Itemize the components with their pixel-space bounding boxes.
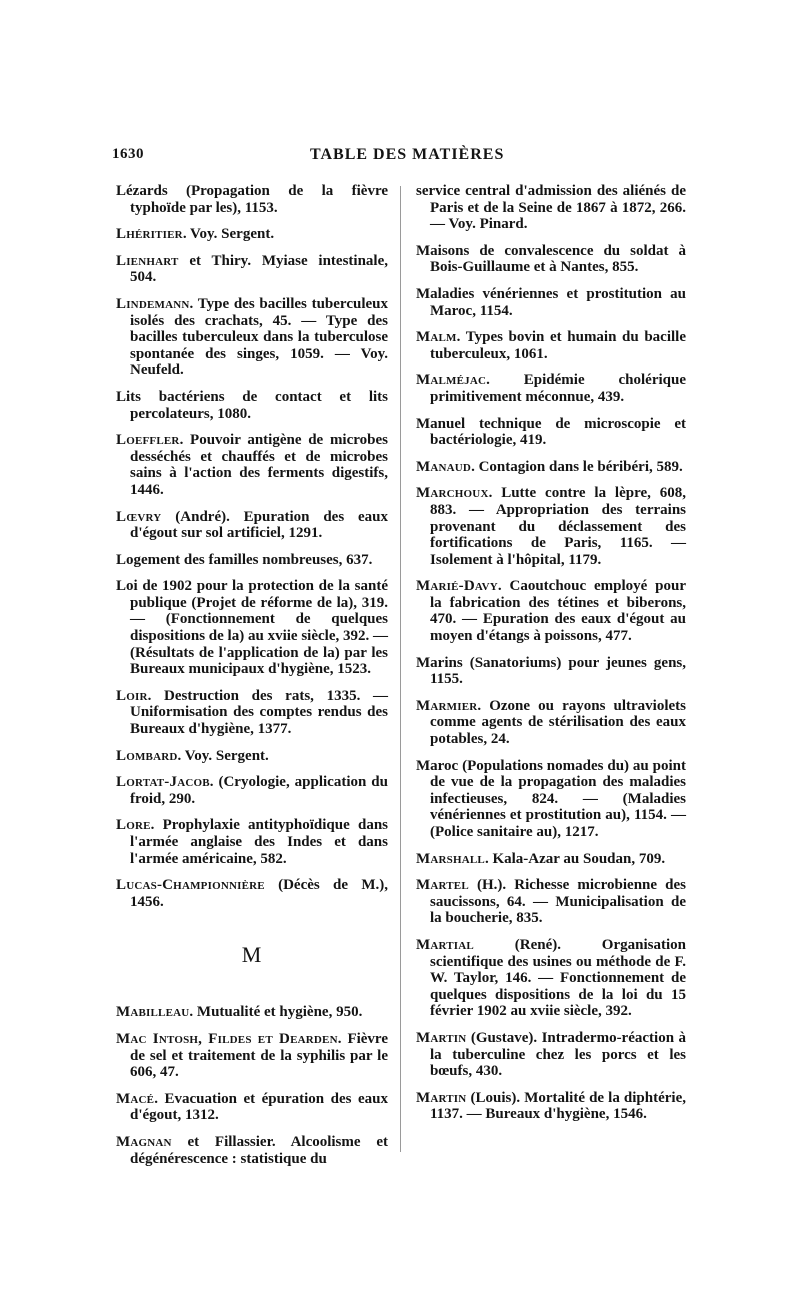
entry-text: . Kala-Azar au Soudan, 709. xyxy=(484,850,666,867)
entry-author-name: Lindemann xyxy=(116,295,190,312)
entry-author-name: Marchoux xyxy=(416,485,489,502)
index-entry xyxy=(116,817,388,867)
entry-text: et Fillassier. Alcoolisme et dégénérescence : statistique du xyxy=(130,1133,388,1167)
index-entry xyxy=(116,1091,388,1124)
index-entry xyxy=(416,416,686,449)
entry-author-name: Manaud xyxy=(416,458,472,475)
index-entry xyxy=(416,243,686,276)
index-entry xyxy=(116,296,388,379)
entry-text: . (Cryologie, application du froid, 290. xyxy=(130,774,388,807)
entry-author-name: Macé xyxy=(116,1090,155,1107)
index-entry xyxy=(116,253,388,286)
entry-text: . Fièvre de sel et traitement de la syphilis par le 606, 47. xyxy=(130,1030,388,1081)
entry-text: Maladies vénériennes et prostitution au Maroc, 1154. xyxy=(416,285,686,319)
index-entry xyxy=(116,688,388,738)
entry-text: (Gustave). Intradermo-réaction à la tuberculine chez les porcs et les bœufs, 430. xyxy=(430,1029,686,1080)
index-entry xyxy=(116,183,388,216)
index-entry xyxy=(116,748,388,765)
index-entry xyxy=(116,1031,388,1081)
page-header xyxy=(112,146,692,170)
index-entry xyxy=(116,774,388,807)
entry-author-name: Loir xyxy=(116,687,148,704)
entry-text: et Thiry. Myiase intestinale, 504. xyxy=(130,252,388,286)
entry-text: . Voy. Sergent. xyxy=(182,226,275,243)
entry-text: . Contagion dans le béribéri, 589. xyxy=(471,458,683,475)
entry-text: Maroc (Populations nomades du) au point de vue de la propagation des maladies infectieuses, 824. — (Maladies vénériennes et prostitution au), 1154. — (Police sanitaire au), 1217. xyxy=(416,757,686,840)
entry-text: Maisons de convalescence du soldat à Bois-Guillaume et à Nantes, 855. xyxy=(416,242,686,276)
entry-text: (Louis). Mortalité de la diphtérie, 1137. — Bureaux d'hygiène, 1546. xyxy=(430,1089,686,1123)
entry-text: (Décès de M.), 1456. xyxy=(130,877,388,910)
entry-text: . Types bovin et humain du bacille tuberculeux, 1061. xyxy=(430,329,686,362)
entry-text: . Pouvoir antigène de microbes desséchés et chauffés et de microbes sains à l'action des ferments digestifs, 1446. xyxy=(130,432,388,498)
entry-author-name: Lore xyxy=(116,817,151,834)
index-entry xyxy=(116,578,388,678)
entry-text: Lits bactériens de contact et lits percolateurs, 1080. xyxy=(116,388,388,422)
entry-author-name: Lortat-Jacob xyxy=(116,774,210,791)
index-entry xyxy=(116,877,388,910)
index-entry xyxy=(416,459,686,476)
index-entry xyxy=(116,389,388,422)
entry-text: . Destruction des rats, 1335. — Uniformisation des comptes rendus des Bureaux d'hygiène, 1377. xyxy=(130,687,388,738)
entry-author-name: Lombard xyxy=(116,747,178,764)
entry-text: Manuel technique de microscopie et bactériologie, 419. xyxy=(416,415,686,449)
left-entries-after-letter xyxy=(116,1004,388,1167)
index-entry xyxy=(116,1004,388,1021)
index-entry xyxy=(416,372,686,405)
index-entry xyxy=(116,1134,388,1167)
index-entry xyxy=(116,226,388,243)
left-column xyxy=(116,183,388,1177)
entry-author-name: Marmier xyxy=(416,697,478,714)
entry-author-name: Malméjac xyxy=(416,372,487,389)
entry-text: Logement des familles nombreuses, 637. xyxy=(116,551,373,568)
entry-author-name: Martel xyxy=(416,877,469,894)
entry-author-name: Lienhart xyxy=(116,252,179,269)
index-entry xyxy=(416,698,686,748)
entry-author-name: Marshall xyxy=(416,850,485,867)
index-entry xyxy=(416,183,686,233)
entry-text: (René). Organisation scientifique des usines ou méthode de F. W. Taylor, 146. — Fonctionnement de quelques dispositions de la loi du 15 février 1902 au xviie siècle, 392. xyxy=(430,936,686,1020)
entry-text: . Epidémie cholérique primitivement méconnue, 439. xyxy=(430,372,686,405)
entry-text: Lézards (Propagation de la fièvre typhoïde par les), 1153. xyxy=(116,183,388,216)
index-entry xyxy=(116,509,388,542)
entry-text: . Prophylaxie antityphoïdique dans l'armée anglaise des Indes et dans l'armée américaine, 582. xyxy=(130,817,388,867)
entry-author-name: Mac Intosh, Fildes et Dearden xyxy=(116,1030,338,1047)
running-title: TABLE DES MATIÈRES xyxy=(310,146,505,163)
entry-text: (André). Epuration des eaux d'égout sur sol artificiel, 1291. xyxy=(130,508,388,542)
index-entry xyxy=(416,329,686,362)
entry-text: . Caoutchouc employé pour la fabrication des tétines et biberons, 470. — Epuration des eaux d'égout au moyen d'étangs à poissons, 477. xyxy=(430,578,686,645)
right-column xyxy=(416,183,686,1133)
left-entries-before-letter xyxy=(116,183,388,910)
entry-text: . Ozone ou rayons ultraviolets comme agents de stérilisation des eaux potables, 24. xyxy=(430,697,686,748)
entry-author-name: Martial xyxy=(416,936,474,953)
entry-text: service central d'admission des aliénés de Paris et de la Seine de 1867 à 1872, 266. — Voy. Pinard. xyxy=(416,183,686,233)
entry-author-name: Martin xyxy=(416,1089,467,1106)
index-entry xyxy=(416,286,686,319)
entry-text: . Lutte contre la lèpre, 608, 883. — Appropriation des terrains provenant du déclassement des fortifications de Paris, 1165. — Isolement à l'hôpital, 1179. xyxy=(430,485,686,568)
entry-text: Loi de 1902 pour la protection de la santé publique (Projet de réforme de la), 319. — (Fonctionnement de quelques dispositions de la) au xviie siècle, 392. — (Résultats de l'application de la) par les Bureaux municipaux d'hygiène, 1523. xyxy=(116,578,388,678)
entry-text: . Voy. Sergent. xyxy=(177,747,269,764)
index-entry xyxy=(416,485,686,568)
entry-text: . Evacuation et épuration des eaux d'égout, 1312. xyxy=(130,1090,388,1124)
index-entry xyxy=(416,578,686,644)
section-letter: M xyxy=(241,942,263,968)
entry-text: (H.). Richesse microbienne des saucissons, 64. — Municipalisation de la boucherie, 835. xyxy=(430,877,686,927)
index-entry xyxy=(416,1090,686,1123)
index-entry xyxy=(416,758,686,841)
entry-author-name: Magnan xyxy=(116,1133,172,1150)
entry-author-name: Marié-Davy xyxy=(416,578,498,595)
entry-text: Marins (Sanatoriums) pour jeunes gens, 1155. xyxy=(416,654,686,688)
entry-author-name: Lœvry xyxy=(116,508,162,525)
right-entries xyxy=(416,183,686,1123)
entry-author-name: Lhéritier xyxy=(116,226,183,243)
index-entry xyxy=(416,1030,686,1080)
entry-author-name: Mabilleau xyxy=(116,1004,190,1021)
index-entry xyxy=(416,877,686,927)
entry-text: . Type des bacilles tuberculeux isolés des crachats, 45. — Type des bacilles tuberculeux dans la tuberculose spontanée des singes, 1059. — Voy. Neufeld. xyxy=(130,295,388,379)
index-entry xyxy=(116,552,388,569)
index-entry xyxy=(416,937,686,1020)
index-entry xyxy=(116,432,388,498)
entry-text: . Mutualité et hygiène, 950. xyxy=(189,1004,363,1021)
index-entry xyxy=(416,655,686,688)
index-entry xyxy=(416,851,686,868)
entry-author-name: Lucas-Championnière xyxy=(116,877,265,894)
entry-author-name: Martin xyxy=(416,1029,467,1046)
entry-author-name: Malm xyxy=(416,329,457,346)
page-number: 1630 xyxy=(112,146,144,162)
entry-author-name: Loeffler xyxy=(116,432,180,449)
column-divider xyxy=(400,186,401,1152)
